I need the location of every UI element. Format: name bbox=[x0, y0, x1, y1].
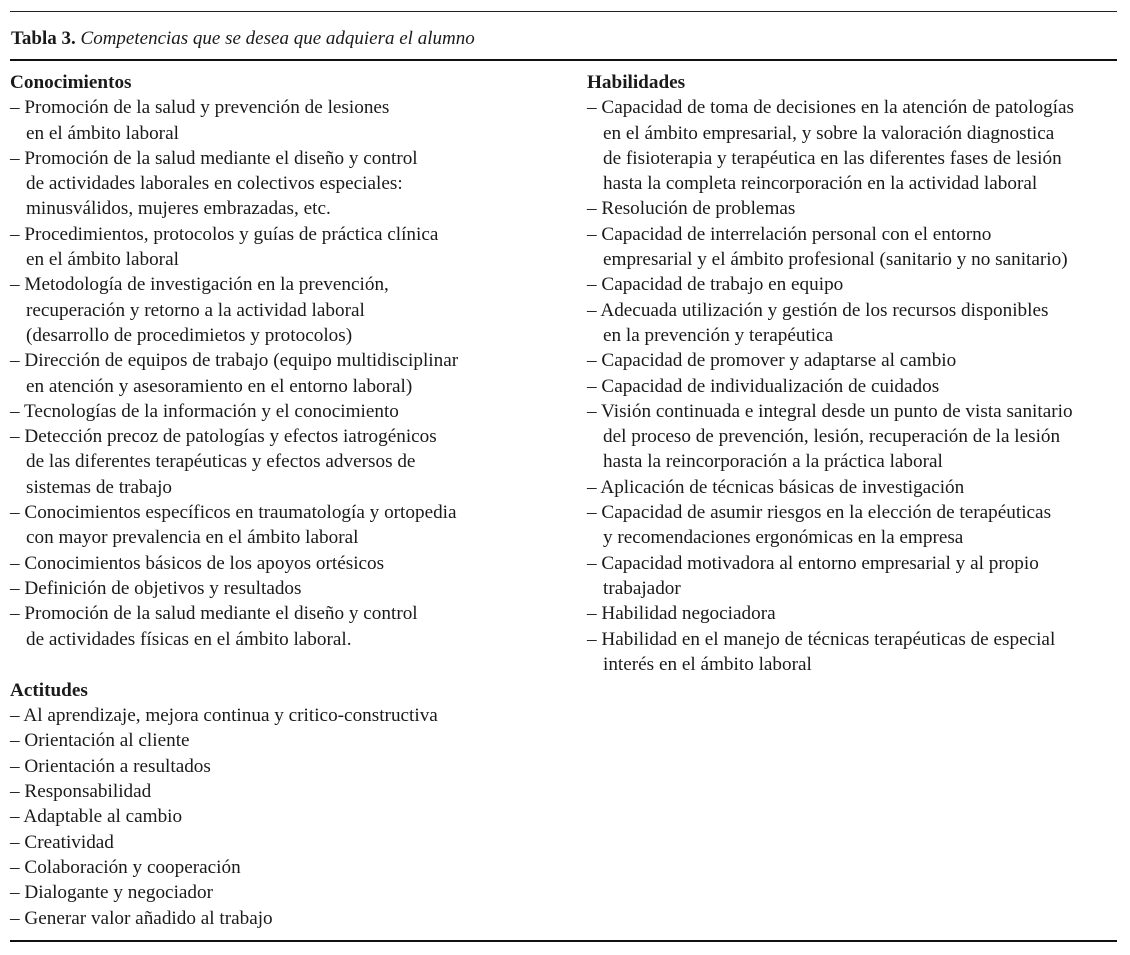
conocimientos-item-line: – Promoción de la salud mediante el diseño y control bbox=[10, 147, 418, 169]
table-label: Tabla 3. bbox=[11, 28, 76, 49]
habilidades-item-line: y recomendaciones ergonómicas en la empresa bbox=[603, 527, 964, 549]
habilidades-item-line: – Capacidad de asumir riesgos en la elección de terapéuticas bbox=[587, 502, 1052, 524]
actitudes-item-line: – Al aprendizaje, mejora continua y critico-constructiva bbox=[10, 705, 438, 727]
actitudes-item-line: – Orientación al cliente bbox=[10, 730, 190, 752]
conocimientos-item-line: en el ámbito laboral bbox=[26, 249, 179, 271]
conocimientos-item-line: – Definición de objetivos y resultados bbox=[10, 577, 302, 599]
section-spacer bbox=[10, 652, 570, 678]
conocimientos-item-line: de las diferentes terapéuticas y efectos adversos de bbox=[26, 451, 416, 473]
habilidades-item-line: – Habilidad en el manejo de técnicas terapéuticas de especial bbox=[587, 628, 1056, 650]
conocimientos-item-line: (desarrollo de procedimietos y protocolos) bbox=[26, 324, 353, 346]
habilidades-item-line: – Aplicación de técnicas básicas de investigación bbox=[587, 476, 965, 498]
conocimientos-item-line: – Conocimientos básicos de los apoyos ortésicos bbox=[10, 552, 385, 574]
conocimientos-item-line: de actividades laborales en colectivos especiales: bbox=[26, 173, 403, 195]
conocimientos-item-line: – Detección precoz de patologías y efectos iatrogénicos bbox=[10, 426, 437, 448]
actitudes-item-line: – Creatividad bbox=[10, 831, 114, 853]
habilidades-item-line: de fisioterapia y terapéutica en las diferentes fases de lesión bbox=[603, 147, 1062, 169]
conocimientos-item-line: con mayor prevalencia en el ámbito laboral bbox=[26, 527, 359, 549]
conocimientos-item-line: – Tecnologías de la información y el conocimiento bbox=[10, 400, 399, 422]
actitudes-list bbox=[10, 703, 570, 931]
habilidades-item-line: hasta la completa reincorporación en la actividad laboral bbox=[603, 173, 1038, 195]
actitudes-item-line: – Generar valor añadido al trabajo bbox=[10, 907, 273, 929]
conocimientos-item-line: – Promoción de la salud y prevención de lesiones bbox=[10, 97, 390, 119]
table-caption bbox=[11, 27, 475, 51]
conocimientos-item-line: minusválidos, mujeres embrazadas, etc. bbox=[26, 198, 331, 220]
conocimientos-item-line: – Metodología de investigación en la prevención, bbox=[10, 274, 389, 296]
habilidades-item-line: hasta la reincorporación a la práctica laboral bbox=[603, 451, 943, 473]
habilidades-title: Habilidades bbox=[587, 72, 686, 93]
conocimientos-item-line: sistemas de trabajo bbox=[26, 476, 172, 498]
conocimientos-item-line: – Conocimientos específicos en traumatología y ortopedia bbox=[10, 502, 457, 524]
conocimientos-item-line: – Dirección de equipos de trabajo (equipo multidisciplinar bbox=[10, 350, 459, 372]
conocimientos-item-line: – Procedimientos, protocolos y guías de práctica clínica bbox=[10, 223, 439, 245]
left-column bbox=[10, 70, 570, 931]
habilidades-item-line: trabajador bbox=[603, 577, 681, 599]
header-rule bbox=[10, 59, 1117, 61]
habilidades-item-line: – Capacidad de trabajo en equipo bbox=[587, 274, 844, 296]
habilidades-item-line: – Capacidad de promover y adaptarse al cambio bbox=[587, 350, 957, 372]
right-column bbox=[587, 70, 1127, 677]
conocimientos-item-line: en atención y asesoramiento en el entorno laboral) bbox=[26, 375, 413, 397]
table-title: Competencias que se desea que adquiera el alumno bbox=[80, 28, 475, 49]
bottom-rule bbox=[10, 940, 1117, 942]
conocimientos-item-line: de actividades físicas en el ámbito laboral. bbox=[26, 628, 352, 650]
habilidades-item-line: del proceso de prevención, lesión, recuperación de la lesión bbox=[603, 426, 1061, 448]
habilidades-item-line: interés en el ámbito laboral bbox=[603, 653, 812, 675]
habilidades-item-line: – Adecuada utilización y gestión de los recursos disponibles bbox=[587, 299, 1049, 321]
conocimientos-list bbox=[10, 95, 570, 652]
actitudes-title: Actitudes bbox=[10, 679, 88, 701]
habilidades-item-line: – Capacidad de toma de decisiones en la atención de patologías bbox=[587, 97, 1074, 119]
habilidades-item-line: en el ámbito empresarial, y sobre la valoración diagnostica bbox=[603, 122, 1055, 144]
habilidades-item-line: – Visión continuada e integral desde un punto de vista sanitario bbox=[587, 400, 1073, 422]
habilidades-item-line: – Capacidad de individualización de cuidados bbox=[587, 375, 940, 397]
actitudes-item-line: – Responsabilidad bbox=[10, 781, 152, 803]
habilidades-item-line: – Habilidad negociadora bbox=[587, 603, 776, 625]
conocimientos-item-line: – Promoción de la salud mediante el diseño y control bbox=[10, 603, 418, 625]
habilidades-item-line: – Resolución de problemas bbox=[587, 198, 796, 220]
conocimientos-title: Conocimientos bbox=[10, 72, 132, 93]
conocimientos-item-line: en el ámbito laboral bbox=[26, 122, 179, 144]
habilidades-item-line: empresarial y el ámbito profesional (sanitario y no sanitario) bbox=[603, 249, 1068, 271]
actitudes-item-line: – Adaptable al cambio bbox=[10, 806, 183, 828]
conocimientos-item-line: recuperación y retorno a la actividad laboral bbox=[26, 299, 365, 321]
habilidades-item-line: – Capacidad de interrelación personal con el entorno bbox=[587, 223, 992, 245]
habilidades-list bbox=[587, 95, 1127, 677]
habilidades-item-line: en la prevención y terapéutica bbox=[603, 324, 834, 346]
actitudes-item-line: – Colaboración y cooperación bbox=[10, 856, 241, 878]
actitudes-item-line: – Orientación a resultados bbox=[10, 755, 211, 777]
actitudes-item-line: – Dialogante y negociador bbox=[10, 882, 213, 904]
top-rule bbox=[10, 11, 1117, 12]
habilidades-item-line: – Capacidad motivadora al entorno empresarial y al propio bbox=[587, 552, 1039, 574]
